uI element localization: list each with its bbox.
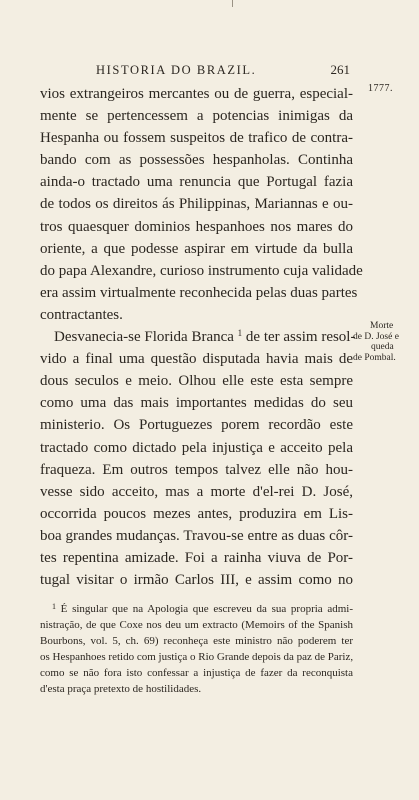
footnote-line: nistração, de que Coxe nos deu um extracto (Memoirs of the Spanish (40, 618, 353, 631)
text-line: fraqueza. Em outros tempos talvez elle não hou- (40, 461, 353, 478)
text-line: ainda-o tractado uma renuncia que Portugal fazia (40, 174, 353, 191)
running-title: HISTORIA DO BRAZIL. (96, 63, 257, 77)
footnote-line: como se não fora isto confessar a injustiça de fazer da reconquista (40, 666, 353, 679)
text-line: tractado como dictado pela injustiça e acceito pela (40, 439, 353, 456)
paragraph-start-rest: de ter assim resol- (242, 329, 356, 346)
text-line: como uma das mais importantes medidas do seu (40, 395, 353, 412)
paragraph-start-text: Desvanecia-se Florida Branca (54, 329, 234, 346)
margin-note (353, 321, 419, 363)
text-line: bando com as possessões hespanholas. Continha (40, 152, 353, 169)
margin-year: 1777. (368, 83, 393, 94)
text-line: contractantes. (40, 306, 123, 323)
text-line: dous seculos e meio. Olhou elle este esta sempre (40, 373, 353, 390)
text-line: mente se pertencessem a potencias inimigas da (40, 108, 353, 125)
text-line: tugal visitar o irmão Carlos III, e assim como no (40, 572, 353, 589)
text-line: Hespanha ou fossem suspeitos de trafico de contra- (40, 130, 353, 147)
margin-note-line: de Pombal. (353, 352, 396, 363)
footnote-reference: 1 (237, 328, 243, 339)
text-line: boa grandes mudanças. Travou-se entre as duas côr- (40, 527, 353, 544)
footnote-line: os Hespanhoes retido com justiça o Rio Grande depois da paz de Pariz, (40, 650, 354, 663)
footnote-line: Bourbons, vol. 5, ch. 69) reconheça este ministro não poderem ter (40, 634, 353, 647)
margin-note-line: Morte (370, 321, 394, 331)
footnote-line-text: É singular que na Apologia que escreveu da sua propria admi- (56, 603, 353, 615)
text-line: ministerio. Os Portuguezes porem recordão este (40, 417, 353, 434)
footnote-line: d'esta praça pretexto de hostilidades. (40, 682, 202, 695)
text-line: vios extrangeiros mercantes ou de guerra, especial- (40, 86, 353, 102)
text-line: vido a final uma questão disputada havia mais de (40, 351, 353, 368)
text-line: occorrida poucos mezes antes, produzira em Lis- (40, 505, 353, 522)
text-line: tros quaesquer dominios hespanhoes nos mares do (40, 218, 353, 235)
margin-note-line: queda (371, 342, 394, 352)
text-line: era assim virtualmente reconhecida pelas duas partes (40, 284, 358, 301)
top-edge-mark (232, 0, 233, 7)
text-line: vesse sido acceito, mas a morte d'el-rei D. José, (40, 483, 353, 500)
text-line: tes repentina amizade. Foi a rainha viuva de Por- (40, 549, 353, 566)
page-number: 261 (330, 62, 350, 77)
footnote-mark: 1 (52, 602, 56, 611)
footnote (40, 602, 353, 697)
margin-note-line: de D. José e (353, 331, 399, 342)
text-line: do papa Alexandre, curioso instrumento cuja validade (40, 262, 363, 279)
page-header (96, 62, 350, 78)
text-line: de todos os direitos ás Philippinas, Mariannas e ou- (40, 196, 353, 213)
body-text (40, 83, 363, 591)
paragraph-start-line (40, 326, 356, 348)
text-line: oriente, a que podesse aspirar em virtude da bulla (40, 240, 353, 257)
footnote-line (40, 602, 353, 618)
